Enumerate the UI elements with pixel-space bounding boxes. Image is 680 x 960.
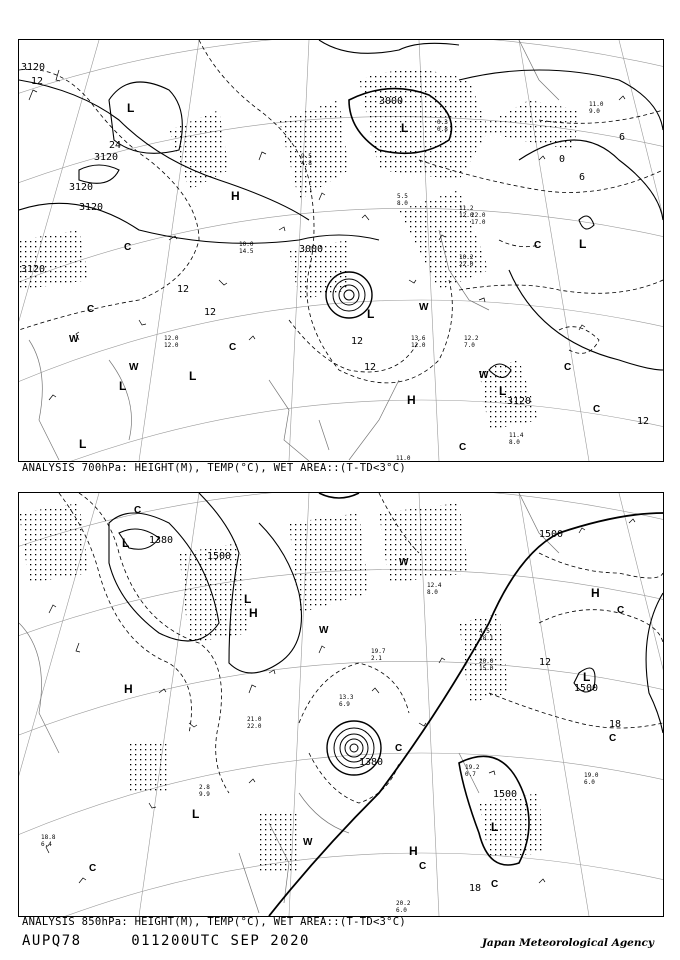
typhoon-low-700 [326, 272, 372, 318]
contour-value-label: 1380 [359, 757, 384, 768]
valid-time: 011200UTC SEP 2020 [131, 933, 310, 949]
cold-center-marker: C [124, 242, 132, 253]
station-observation-value: 12.0 [164, 342, 179, 349]
warm-center-marker: W [399, 557, 409, 568]
contour-value-label: 3120 [21, 62, 46, 73]
chart-code-and-time [22, 933, 310, 949]
station-observation-value: 0.7 [465, 771, 476, 778]
contour-value-label: 1500 [493, 789, 518, 800]
station-observation-value: 10.0 [239, 241, 254, 248]
station-observation-value: 22.0 [471, 212, 486, 219]
station-observation-value: 8.0 [509, 439, 520, 446]
station-observation-value: 9.5 [301, 153, 312, 160]
contour-value-label: 1500 [539, 529, 564, 540]
cold-center-marker: C [134, 505, 142, 516]
station-observation-value: 6.9 [339, 701, 350, 708]
high-pressure-marker: H [231, 189, 240, 203]
warm-center-marker: W [69, 334, 79, 345]
low-pressure-marker: L [401, 121, 409, 135]
cold-center-marker: C [593, 404, 601, 415]
station-observation-value: 20.0 [479, 658, 494, 665]
cold-center-marker: C [609, 733, 617, 744]
station-observation-value: 8.0 [427, 589, 438, 596]
cold-center-marker: C [617, 605, 625, 616]
station-observation-value: 21.0 [247, 716, 262, 723]
contour-value-label: 12 [351, 336, 364, 347]
contour-value-label: 12 [364, 362, 377, 373]
low-pressure-marker: L [491, 820, 499, 834]
contour-value-label: 12 [204, 307, 217, 318]
high-pressure-marker: H [409, 844, 418, 858]
contour-value-label: 12 [637, 416, 650, 427]
station-observation-value: 8.0 [397, 200, 408, 207]
contour-value-label: 12 [31, 76, 44, 87]
contour-value-label: 18 [609, 719, 622, 730]
high-pressure-marker: H [407, 393, 416, 407]
low-pressure-marker: L [579, 237, 587, 251]
station-observation-value: 11.0 [589, 101, 604, 108]
contour-value-label: 3000 [379, 96, 404, 107]
contour-value-label: 12 [539, 657, 552, 668]
station-observation-value: 19.0 [584, 772, 599, 779]
contour-value-label: 6 [619, 132, 626, 143]
cold-center-marker: C [395, 743, 403, 754]
chart-code: AUPQ78 [22, 933, 82, 949]
cold-center-marker: C [419, 861, 427, 872]
station-observation-value: 0.3 [437, 119, 448, 126]
cold-center-marker: C [564, 362, 572, 373]
contour-value-label: 3120 [79, 202, 104, 213]
warm-center-marker: W [479, 370, 489, 381]
low-pressure-marker: L [583, 670, 591, 684]
station-observation-value: 13.3 [339, 694, 354, 701]
station-observation-value: 6.4 [41, 841, 52, 848]
station-observation-value: 5.5 [397, 193, 408, 200]
contour-value-label: 24 [109, 140, 122, 151]
warm-center-marker: W [319, 625, 329, 636]
station-observation-value: 22.0 [459, 261, 474, 268]
station-observation-value: 4.8 [301, 160, 312, 167]
low-pressure-marker: L [499, 384, 507, 398]
station-observation-value: 19.7 [371, 648, 386, 655]
station-observation-value: 4.5 [479, 628, 490, 635]
station-observation-value: 11.2 [459, 205, 474, 212]
high-pressure-marker: H [591, 586, 600, 600]
contour-value-label: 1500 [574, 683, 599, 694]
cold-center-marker: C [491, 879, 499, 890]
station-observation-value: 15.0 [479, 665, 494, 672]
station-observation-value: 2.1 [371, 655, 382, 662]
station-observation-value: 7.0 [464, 342, 475, 349]
agency-name: Japan Meteorological Agency [481, 937, 654, 949]
station-observation-value: 12.4 [427, 582, 442, 589]
low-pressure-marker: L [367, 307, 375, 321]
cold-center-marker: C [229, 342, 237, 353]
map-700hpa [19, 40, 663, 461]
cold-center-marker: C [89, 863, 97, 874]
station-observation-value: 20.2 [396, 900, 411, 907]
station-observation-value: 2.8 [199, 784, 210, 791]
caption-850hpa: ANALYSIS 850hPa: HEIGHT(M), TEMP(°C), WET AREA::(T-TD<3°C) [22, 916, 407, 928]
low-pressure-marker: L [127, 101, 135, 115]
station-observation-value: 18.8 [41, 834, 56, 841]
low-pressure-marker: L [119, 379, 127, 393]
contour-value-label: 3000 [299, 244, 324, 255]
contour-value-label: 12 [177, 284, 190, 295]
low-pressure-marker: L [79, 437, 87, 451]
contour-value-label: 18 [469, 883, 482, 894]
contour-value-label: 3120 [21, 264, 46, 275]
contour-value-label: 6 [579, 172, 586, 183]
contour-value-label: 3120 [507, 396, 532, 407]
station-observation-value: 11.0 [396, 455, 411, 461]
station-observation-value: 14.5 [239, 248, 254, 255]
station-observation-value: 0.8 [437, 126, 448, 133]
station-observation-value: 12.0 [411, 342, 426, 349]
station-observation-value: 12.2 [464, 335, 479, 342]
low-pressure-marker: L [122, 536, 130, 550]
low-pressure-marker: L [189, 369, 197, 383]
station-observation-value: 10.2 [459, 254, 474, 261]
station-observation-value: 9.0 [589, 108, 600, 115]
chart-700hpa [18, 39, 664, 462]
low-pressure-marker: L [244, 592, 252, 606]
station-observation-value: 12.0 [164, 335, 179, 342]
map-850hpa [19, 493, 663, 916]
station-observation-value: 12.0 [459, 212, 474, 219]
cold-center-marker: C [534, 240, 542, 251]
contour-value-label: 0 [559, 154, 566, 165]
station-observation-value: 18.1 [479, 635, 494, 642]
wet-areas [19, 503, 544, 873]
station-observation-value: 6.0 [584, 779, 595, 786]
high-pressure-marker: H [249, 606, 258, 620]
high-pressure-marker: H [124, 682, 133, 696]
station-observation-value: 13.6 [411, 335, 426, 342]
chart-850hpa [18, 492, 664, 917]
station-observation-value: 9.9 [199, 791, 210, 798]
low-pressure-marker: L [192, 807, 200, 821]
station-observation-value: 6.0 [396, 907, 407, 914]
station-observation-value: 11.4 [509, 432, 524, 439]
station-observation-value: 17.0 [471, 219, 486, 226]
contour-value-label: 1380 [149, 535, 174, 546]
station-observation-value: 22.0 [247, 723, 262, 730]
cold-center-marker: C [459, 442, 467, 453]
contour-value-label: 3120 [69, 182, 94, 193]
warm-center-marker: W [129, 362, 139, 373]
cold-center-marker: C [87, 304, 95, 315]
caption-700hpa: ANALYSIS 700hPa: HEIGHT(M), TEMP(°C), WET AREA::(T-TD<3°C) [22, 462, 407, 474]
warm-center-marker: W [303, 837, 313, 848]
warm-center-marker: W [419, 302, 429, 313]
station-observation-value: 19.2 [465, 764, 480, 771]
contour-value-label: 3120 [94, 152, 119, 163]
contour-value-label: 1500 [207, 551, 232, 562]
